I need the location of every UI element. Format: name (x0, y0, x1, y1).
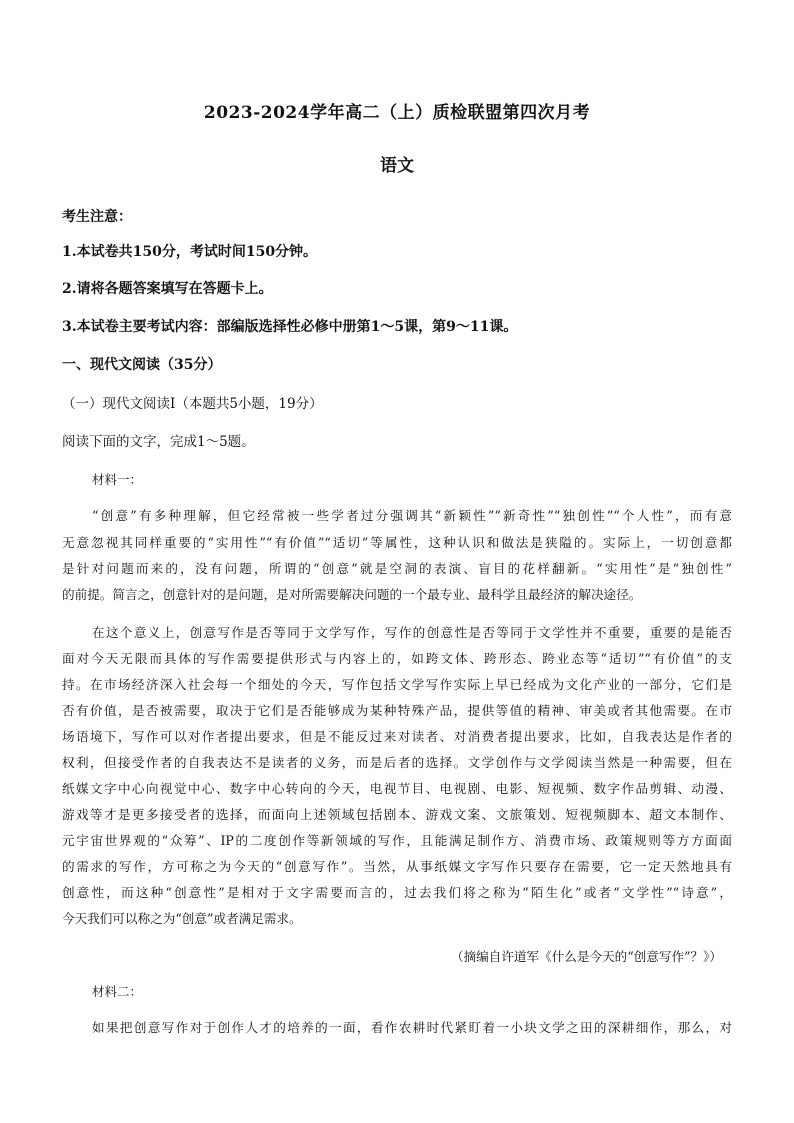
paragraph-line: 无意忽视其同样重要的“实用性”“有价值”“适切”等属性，这种认识和做法是狭隘的。实际上，一切创意都 (62, 535, 732, 550)
paragraph-line: “创意”有多种理解，但它经常被一些学者过分强调其“新颖性”“新奇性”“独创性”“个人性”，而有意 (92, 508, 732, 523)
paragraph-line: 的需求的写作，方可称之为今天的“创意写作”。当然，从事纸媒文字写作只要存在需要，它一定天然地具有 (62, 859, 732, 874)
paragraph-line: 是针对问题而来的，没有问题，所谓的“创意”就是空洞的表演、盲目的花样翻新。“实用性”是“独创性” (62, 561, 732, 576)
notice-item-3: 3.本试卷主要考试内容：部编版选择性必修中册第1～5课，第9～11课。 (62, 319, 518, 335)
paragraph-line: 持。在市场经济深入社会每一个细处的今天，写作包括文学写作实际上早已经成为文化产业的一部分，它们是 (62, 677, 732, 692)
paragraph-line: 权利，但接受作者的自我表达不是读者的义务，而是后者的选择。文学创作与文学阅读当然是一种需要，但在 (62, 755, 732, 770)
subsection-heading: （一）现代文阅读Ⅰ（本题共5小题，19分） (62, 396, 323, 412)
subject-title: 语文 (380, 156, 414, 176)
paragraph-line: 纸媒文字中心向视觉中心、数字中心转向的今天，电视节目、电视剧、电影、短视频、数字作品剪辑、动漫、 (62, 781, 732, 796)
notice-item-1: 1.本试卷共150分，考试时间150分钟。 (62, 244, 318, 260)
paragraph-line: 创意性，而这种“创意性”是相对于文字需要而言的，过去我们将之称为“陌生化”或者“文学性”“诗意”， (62, 885, 732, 900)
material-1-label: 材料一： (92, 472, 143, 487)
paragraph-line: 的前提。简言之，创意针对的是问题，是对所需要解决问题的一个最专业、最科学且最经济的解决途径。 (62, 587, 642, 602)
paragraph-line: 在这个意义上，创意写作是否等同于文学写作，写作的创意性是否等同于文学性并不重要，重要的是能否 (92, 625, 732, 640)
paragraph-line: 场语境下，写作可以对作者提出要求，但是不能反过来对读者、对消费者提出要求，比如，自我表达是作者的 (62, 729, 732, 744)
paragraph-line: 如果把创意写作对于创作人才的培养的一面，看作农耕时代紧盯着一小块文学之田的深耕细作，那么，对 (92, 1020, 732, 1035)
exam-title: 2023-2024学年高二（上）质检联盟第四次月考 (203, 103, 591, 123)
source-citation: （摘编自许道军《什么是今天的“创意写作”？》） (450, 949, 722, 964)
paragraph-line: 面对今天无限而具体的写作需要提供形式与内容上的，如跨文体、跨形态、跨业态等“适切”“有价值”的支 (62, 651, 732, 666)
reading-instruction: 阅读下面的文字，完成1～5题。 (62, 434, 255, 450)
material-2-label: 材料二： (92, 984, 143, 999)
paragraph-line: 元宇宙世界观的“众筹”、IP的二度创作等新领域的写作，且能满足制作方、消费市场、政策规则等方方面面 (62, 833, 732, 848)
notice-heading: 考生注意： (62, 209, 132, 225)
paragraph-line: 游戏等才是更多接受者的选择，而面向上述领域包括剧本、游戏文案、文旅策划、短视频脚本、超文本制作、 (62, 807, 732, 822)
notice-item-2: 2.请将各题答案填写在答题卡上。 (62, 281, 273, 297)
paragraph-line: 否有价值，是否被需要，取决于它们是否能够成为某种特殊产品，提供等值的精神、审美或者其他需要。在市 (62, 703, 732, 718)
section-heading: 一、现代文阅读（35分） (62, 357, 222, 373)
paragraph-line: 今天我们可以称之为“创意”或者满足需求。 (62, 911, 302, 926)
